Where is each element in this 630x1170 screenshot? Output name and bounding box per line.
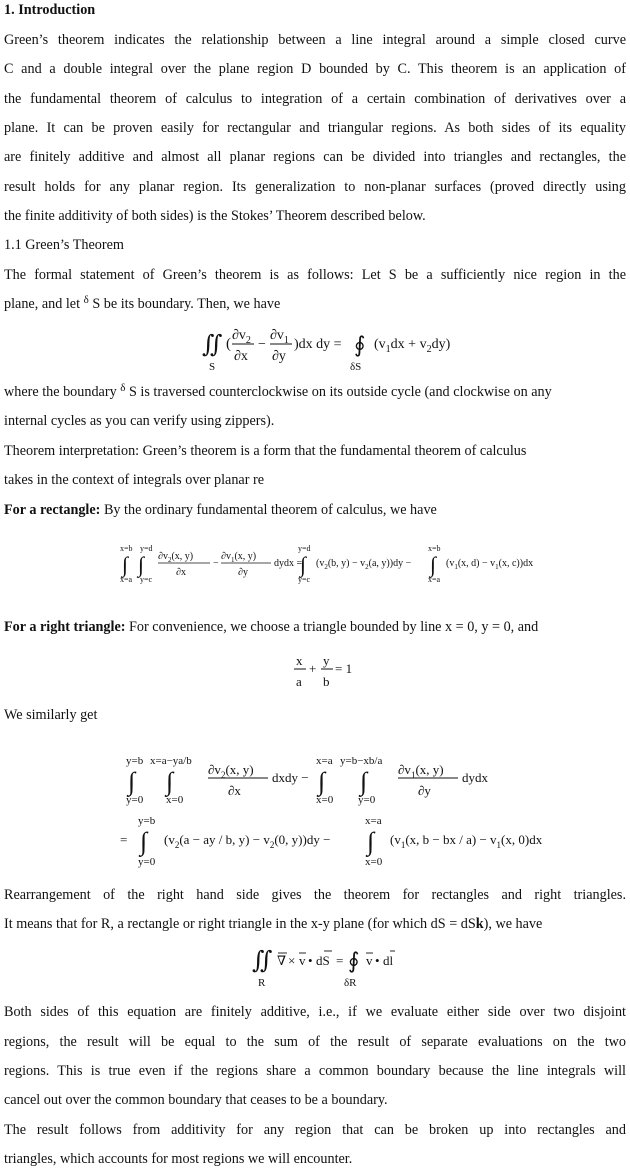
conclusion-line: regions, the result will be equal to the sum of the result of separate evaluations on the two <box>4 1034 626 1050</box>
integral-sign: ∫ <box>367 827 375 856</box>
svg-text:dydx =: dydx = <box>274 558 303 569</box>
region-subscript: S <box>209 361 216 373</box>
integral-sign: ∫ <box>430 552 437 577</box>
svg-text:∂v1(x, y): $\partial v_1(x$, y) <box>221 551 257 564</box>
svg-text:∂v2(x, y): $\partial v_2(x$, y) <box>208 762 254 780</box>
integral-sign: ∫ <box>318 767 326 796</box>
equation-triangle-hypotenuse <box>293 650 363 692</box>
svg-text:•: • <box>308 953 313 968</box>
section-heading: 1. Introduction <box>4 2 96 18</box>
boundary-description-line: internal cycles as you can verify using zippers). <box>4 413 275 429</box>
svg-text:∂y: ∂y <box>238 567 248 578</box>
intro-line: result holds for any planar region. Its generalization to non-planar surfaces (proved directly using <box>4 179 626 195</box>
integral-sign: ∫ <box>300 552 307 577</box>
svg-text:∂x: ∂x <box>228 783 241 798</box>
svg-text:−: − <box>258 337 266 352</box>
svg-text:y=b: y=b <box>138 815 156 827</box>
svg-text:x=b: x=b <box>120 544 133 553</box>
svg-text:x=a−ya/b: x=a−ya/b <box>150 755 192 767</box>
svg-text:+: + <box>309 661 317 676</box>
triangle-case-line: For a right triangle: For convenience, we choose a triangle bounded by line x = 0, y = 0, and <box>4 619 539 635</box>
boundary-description-line: where the boundary $^\delta$ S is traversed counterclockwise on its outside cycle (and clockwise on any <box>4 382 552 400</box>
svg-text:(v2(a − ay / b, y) − v2(0, y)): ($v_2(a$ − ay / b, $y) - v_2(0$, y))dy − <box>164 832 331 850</box>
svg-text:∂v2(x, y): $\partial v_2(x$, y) <box>158 551 194 564</box>
boundary-subscript: δS <box>350 361 362 373</box>
equation-rectangle <box>120 542 550 586</box>
svg-text:y=c: y=c <box>140 575 153 584</box>
interpretation-line: takes in the context of integrals over planar re <box>4 472 265 488</box>
boundary-subscript: δR <box>344 977 357 989</box>
contour-integral-sign: ∮ <box>354 332 366 357</box>
svg-text:b: b <box>323 674 330 689</box>
svg-text:x=0: x=0 <box>365 856 383 868</box>
fraction-denominator: ∂x <box>234 349 248 364</box>
delta-symbol: δ <box>83 294 89 306</box>
svg-text:(v2(b, y) − v2(a, y))dy −: ($v_2(b$, $y) - v_2(a$, y))dy − <box>316 558 412 571</box>
svg-text:=: = <box>120 832 128 847</box>
double-integral-sign: ∬ <box>202 332 223 358</box>
svg-text:∂y: ∂y <box>418 783 431 798</box>
svg-text:y=0: y=0 <box>138 856 156 868</box>
conclusion-line: regions. This is true even if the regions share a common boundary because the line integrals will <box>4 1063 626 1079</box>
svg-text:v: v <box>299 953 306 968</box>
svg-text:x=0: x=0 <box>166 794 184 806</box>
double-integral-sign: ∬ <box>252 948 273 974</box>
formal-statement-line: plane, and let $^\delta$ S be its boundary. Then, we have <box>4 294 281 312</box>
svg-text:(v1dx + v2dy): $(v_1dx + v_2dy)$ <box>374 337 451 355</box>
fraction-denominator: ∂y <box>272 349 286 364</box>
svg-text:v: v <box>366 953 373 968</box>
equation-triangle-integrals <box>124 752 504 808</box>
svg-text:x=a: x=a <box>120 575 133 584</box>
svg-text:y=0: y=0 <box>358 794 376 806</box>
intro-line: the finite additivity of both sides) is the Stokes’ Theorem described below. <box>4 208 426 224</box>
svg-text:dxdy −: dxdy − <box>272 770 309 785</box>
intro-line: plane. It can be proven easily for rectangular and triangular regions. As both sides of its equality <box>4 120 626 136</box>
svg-text:=: = <box>336 953 344 968</box>
svg-text:y: y <box>323 653 330 668</box>
integral-sign: ∫ <box>122 552 129 577</box>
svg-text:x=b: x=b <box>428 544 441 553</box>
svg-text:∂v1(x, y): $\partial v_1(x$, y) <box>398 762 444 780</box>
conclusion-line: The result follows from additivity for any region that can be broken up into rectangles and <box>4 1122 626 1138</box>
similarly-line: We similarly get <box>4 707 98 723</box>
fraction-numerator: $\partial v_1$ <box>270 328 289 346</box>
region-subscript: R <box>258 977 266 989</box>
rearrangement-line: Rearrangement of the right hand side gives the theorem for rectangles and right triangles. <box>4 887 626 903</box>
svg-text:= 1: = 1 <box>335 661 353 676</box>
svg-text:a: a <box>296 674 302 689</box>
svg-text:dS: dS <box>316 953 330 968</box>
conclusion-line: triangles, which accounts for most regions we will encounter. <box>4 1151 353 1167</box>
svg-text:(: ( <box>226 336 231 352</box>
svg-text:y=c: y=c <box>298 575 311 584</box>
fraction-numerator: $\partial v_2$ <box>232 328 251 346</box>
svg-text:x=a: x=a <box>428 575 441 584</box>
formal-statement-line: The formal statement of Green’s theorem is as follows: Let S be a sufficiently nice region in the <box>4 267 626 283</box>
svg-text:x=a: x=a <box>316 755 333 767</box>
integral-sign: ∫ <box>140 827 148 856</box>
svg-text:dydx: dydx <box>462 770 488 785</box>
svg-text:y=d: y=d <box>298 544 311 553</box>
conclusion-line: cancel out over the common boundary that ceases to be a boundary. <box>4 1092 388 1108</box>
svg-text:y=0: y=0 <box>126 794 144 806</box>
delta-symbol: δ <box>120 382 126 394</box>
svg-text:dl: dl <box>383 953 394 968</box>
svg-text:)dx dy =: )dx dy = <box>294 337 342 352</box>
svg-text:x=0: x=0 <box>316 794 334 806</box>
rectangle-case-line: For a rectangle: By the ordinary fundamental theorem of calculus, we have <box>4 502 437 518</box>
intro-line: the fundamental theorem of calculus to integration of a certain combination of derivatives over a <box>4 91 626 107</box>
integral-sign: ∫ <box>360 767 368 796</box>
svg-text:(v1(x, d) − v1(x, c))dx: ($v_1(x$, $d) - v_1(x$, c))dx <box>446 558 534 571</box>
integral-sign: ∫ <box>138 552 145 577</box>
svg-text:x=a: x=a <box>365 815 382 827</box>
intro-line: C and a double integral over the plane region D bounded by C. This theorem is an application of <box>4 61 626 77</box>
intro-line: Green’s theorem indicates the relationship between a line integral around a simple closed curve <box>4 32 626 48</box>
svg-text:•: • <box>375 953 380 968</box>
intro-line: are finitely additive and almost all planar regions can be divided into triangles and rectangles, the <box>4 149 626 165</box>
svg-text:∂x: ∂x <box>176 567 186 578</box>
svg-text:×: × <box>288 953 296 968</box>
svg-text:−: − <box>213 558 219 569</box>
integral-sign: ∫ <box>128 767 136 796</box>
contour-integral-sign: ∮ <box>348 948 360 973</box>
interpretation-line: Theorem interpretation: Green’s theorem is a form that the fundamental theorem of calculus <box>4 443 527 459</box>
integral-sign: ∫ <box>166 767 174 796</box>
equation-triangle-result <box>120 812 580 870</box>
equation-greens-theorem <box>202 322 462 374</box>
rearrangement-line: It means that for R, a rectangle or right triangle in the x-y plane (for which dS = dSk), we have <box>4 916 543 932</box>
svg-text:y=b−xb/a: y=b−xb/a <box>340 755 383 767</box>
subsection-heading: 1.1 Green’s Theorem <box>4 237 124 253</box>
svg-text:(v1(x, b − bx / a) − v1(x, 0)d: ($v_1(x$, b − bx / $a) - v_1(x$, 0)dx <box>390 832 543 850</box>
equation-curl-form <box>252 940 402 990</box>
conclusion-line: Both sides of this equation are finitely additive, i.e., if we evaluate either side over two disjoint <box>4 1004 626 1020</box>
svg-text:x: x <box>296 653 303 668</box>
nabla-symbol: ∇ <box>277 953 287 968</box>
svg-text:y=b: y=b <box>126 755 144 767</box>
svg-text:y=d: y=d <box>140 544 153 553</box>
